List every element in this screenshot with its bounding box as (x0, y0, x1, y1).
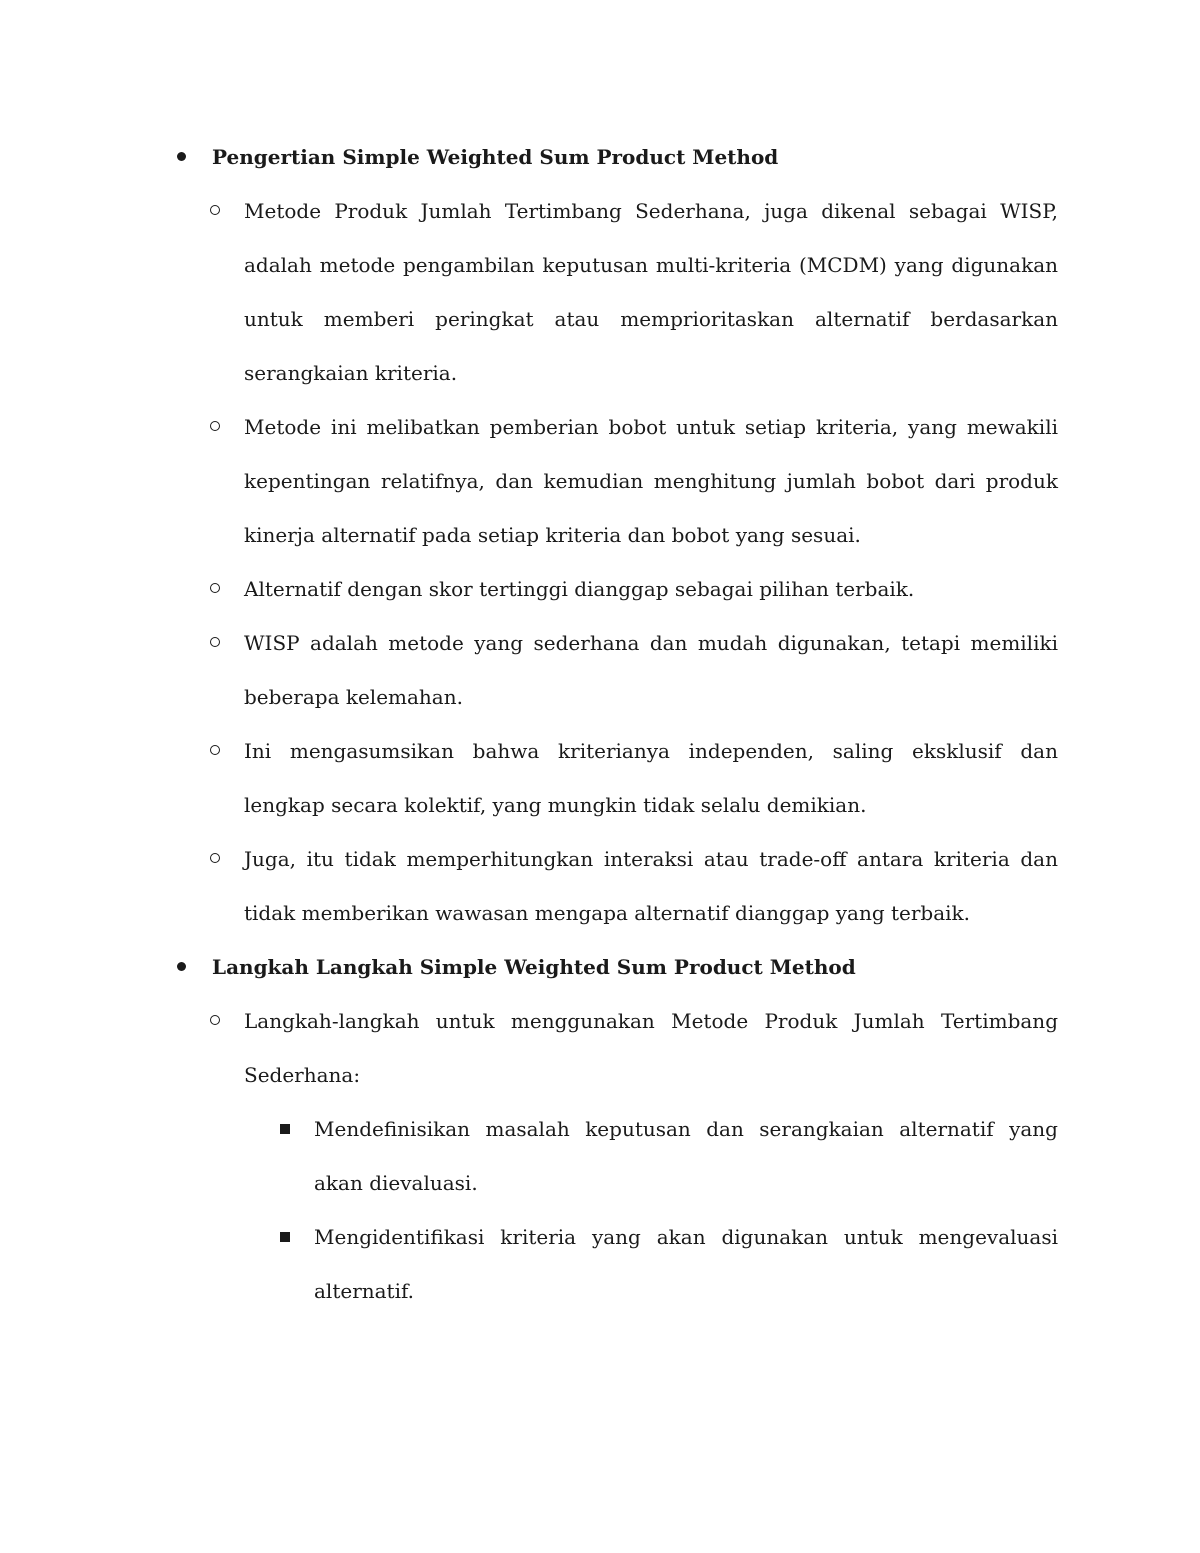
list-item (244, 184, 1058, 400)
bullet-circle-icon (210, 745, 220, 755)
list-item-text: Metode Produk Jumlah Tertimbang Sederhana, juga dikenal sebagai WISP, adalah metode pengambilan keputusan multi-kriteria (MCDM) yang digunakan untuk memberi peringkat atau memprioritaskan alternatif berdasarkan serangkaian kriteria. (244, 199, 1058, 385)
bullet-circle-icon (210, 1015, 220, 1025)
bullet-circle-icon (210, 205, 220, 215)
list-item (244, 724, 1058, 832)
list-item-text: Juga, itu tidak memperhitungkan interaksi atau trade-off antara kriteria dan tidak memberikan wawasan mengapa alternatif dianggap yang terbaik. (244, 847, 1058, 925)
section-title: Pengertian Simple Weighted Sum Product Method (212, 145, 779, 169)
section-langkah-sublist (172, 1102, 1058, 1318)
list-item (244, 400, 1058, 562)
bullet-circle-icon (210, 853, 220, 863)
section-langkah-list (172, 994, 1058, 1102)
section-pengertian (172, 130, 1058, 184)
section-pengertian-list (172, 184, 1058, 940)
list-item-text: Mendefinisikan masalah keputusan dan serangkaian alternatif yang akan dievaluasi. (314, 1117, 1058, 1195)
list-item-text: Langkah-langkah untuk menggunakan Metode Produk Jumlah Tertimbang Sederhana: (244, 1009, 1058, 1087)
bullet-square-icon (280, 1232, 290, 1242)
section-langkah (172, 940, 1058, 994)
bullet-circle-icon (210, 421, 220, 431)
bullet-square-icon (280, 1124, 290, 1134)
section-title: Langkah Langkah Simple Weighted Sum Product Method (212, 955, 856, 979)
document-content (172, 130, 1058, 1318)
list-item-text: Mengidentifikasi kriteria yang akan digunakan untuk mengevaluasi alternatif. (314, 1225, 1058, 1303)
list-item-text: Ini mengasumsikan bahwa kriterianya independen, saling eksklusif dan lengkap secara kolektif, yang mungkin tidak selalu demikian. (244, 739, 1058, 817)
list-item (244, 994, 1058, 1102)
bullet-disc-icon (177, 962, 186, 971)
bullet-circle-icon (210, 583, 220, 593)
list-item-text: Metode ini melibatkan pemberian bobot untuk setiap kriteria, yang mewakili kepentingan relatifnya, dan kemudian menghitung jumlah bobot dari produk kinerja alternatif pada setiap kriteria dan bobot yang sesuai. (244, 415, 1058, 547)
list-item-text: WISP adalah metode yang sederhana dan mudah digunakan, tetapi memiliki beberapa kelemahan. (244, 631, 1058, 709)
list-item (314, 1102, 1058, 1210)
list-item-text: Alternatif dengan skor tertinggi dianggap sebagai pilihan terbaik. (244, 577, 915, 601)
bullet-disc-icon (177, 152, 186, 161)
list-item (244, 562, 1058, 616)
bullet-circle-icon (210, 637, 220, 647)
list-item (314, 1210, 1058, 1318)
list-item (244, 832, 1058, 940)
list-item (244, 616, 1058, 724)
